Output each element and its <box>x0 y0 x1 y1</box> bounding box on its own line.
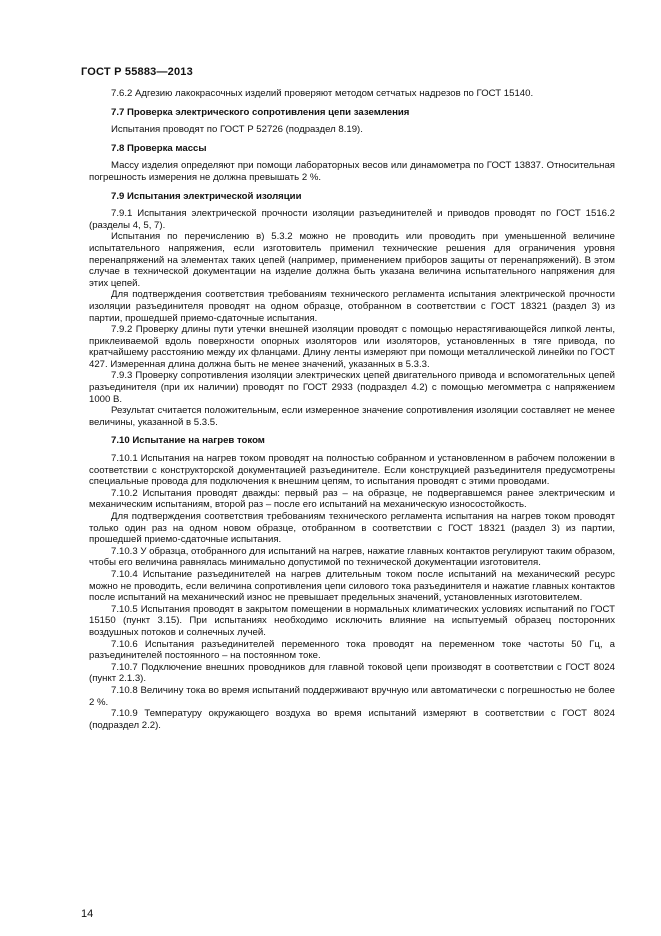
paragraph: 7.10.2 Испытания проводят дважды: первый раз – на образце, не подвергавшемся ранее электрическим и механическим испытаниям, второй раз – после его испытаний на механическую износостойкость. <box>89 487 615 511</box>
paragraph: Для подтверждения соответствия требованиям технического регламента испытания электрической прочности изоляции разъединителя проводят на одном образце, отобранном в соответствии с ГОСТ 18321 (раздел 3) из партии, прошедшей приемо-сдаточные испытания. <box>89 289 615 324</box>
paragraph: 7.10.4 Испытание разъединителей на нагрев длительным током после испытаний на механический ресурс можно не проводить, если величина сопротивления цепи силового тока разъединителя и нажатие главных контактов после испытаний на механический износ не превышает предельных значений, установленных изготовителем. <box>89 568 615 604</box>
section-heading-7-8: 7.8 Проверка массы <box>111 142 207 154</box>
section-heading-7-7: 7.7 Проверка электрического сопротивления цепи заземления <box>111 106 410 118</box>
paragraph: 7.9.3 Проверку сопротивления изоляции электрических цепей двигательного привода и вспомогательных цепей разъединителя (при их наличии) проводят по ГОСТ 2933 (подраздел 4.2) с помощью мегомметра с напряжением 1000 В. <box>89 370 615 405</box>
section-heading-7-10: 7.10 Испытание на нагрев током <box>111 435 265 447</box>
paragraph-7-6-2: 7.6.2 Адгезию лакокрасочных изделий проверяют методом сетчатых надрезов по ГОСТ 15140. <box>111 88 534 99</box>
page-number: 14 <box>81 908 94 920</box>
paragraph: 7.10.5 Испытания проводят в закрытом помещении в нормальных климатических условиях испытаний по ГОСТ 15150 (пункт 3.15). При испытаниях необходимо исключить влияние на испытуемый образец посторонних воздушных потоков и солнечных лучей. <box>89 603 615 638</box>
paragraph: 7.10.1 Испытания на нагрев током проводят на полностью собранном и установленном в рабочем положении в соответствии с конструкторской документацией разъединителе. Если конструкцией разъединителя предусмотрены специальные провода для подключения к внешним цепям, то испытания проводят с этими проводами. <box>89 453 615 488</box>
paragraph: 7.10.9 Температуру окружающего воздуха во время испытаний измеряют в соответствии с ГОСТ 8024 (подраздел 2.2). <box>89 708 615 731</box>
paragraph: 7.10.6 Испытания разъединителей переменного тока проводят на переменном токе частоты 50 Гц, а разъединителей постоянного – на постоянном токе. <box>89 638 615 662</box>
paragraph: 7.10.3 У образца, отобранного для испытаний на нагрев, нажатие главных контактов регулируют таким образом, чтобы его величина равнялась минимально допустимой по технической документации изготовителя. <box>89 545 615 569</box>
section-heading-7-9: 7.9 Испытания электрической изоляции <box>111 190 302 202</box>
paragraph: Для подтверждения соответствия требованиям технического регламента испытания на нагрев током проводят только один раз на одном новом образце, отобранном в соответствии с ГОСТ 18321 (раздел 3) из партии, прошедшей приемо-сдаточные испытания. <box>89 511 615 546</box>
paragraph: Результат считается положительным, если измеренное значение сопротивления изоляции составляет не менее величины, указанной в 5.3.5. <box>89 405 615 428</box>
paragraph: 7.9.1 Испытания электрической прочности изоляции разъединителей и приводов проводят по ГОСТ 1516.2 (разделы 4, 5, 7). <box>89 208 615 231</box>
paragraph: 7.10.8 Величину тока во время испытаний поддерживают вручную или автоматически с погрешностью не более 2 %. <box>89 684 615 708</box>
paragraph: Испытания по перечислению в) 5.3.2 можно не проводить или проводить при уменьшенной величине испытательного напряжения, если изготовитель применил технические решения для ограничения уровня перенапряжений на элементах таких цепей (например, применением приборов защиты от перенапряжений). В этом случае в технической документации на изделие должна быть указана величина испытательного напряжения для этих цепей. <box>89 231 615 289</box>
paragraph: 7.9.2 Проверку длины пути утечки внешней изоляции проводят с помощью нерастягивающейся липкой ленты, приклеиваемой вдоль поверхности опорных изоляторов или изоляторов, установленных в тяге привода, по кратчайшему расстоянию между их фланцами. Длину ленты измеряют при помощи металлической линейки по ГОСТ 427. Измеренная длина должна быть не менее значений, указанных в 5.3.3. <box>89 324 615 370</box>
paragraph: Испытания проводят по ГОСТ Р 52726 (подраздел 8.19). <box>111 124 363 136</box>
page-body <box>89 88 615 731</box>
paragraph: Массу изделия определяют при помощи лабораторных весов или динамометра по ГОСТ 13837. Относительная погрешность измерения не должна превышать 2 %. <box>89 160 615 183</box>
paragraph: 7.10.7 Подключение внешних проводников для главной токовой цепи производят в соответствии с ГОСТ 8024 (пункт 2.1.3). <box>89 661 615 685</box>
document-header: ГОСТ Р 55883—2013 <box>81 66 193 78</box>
